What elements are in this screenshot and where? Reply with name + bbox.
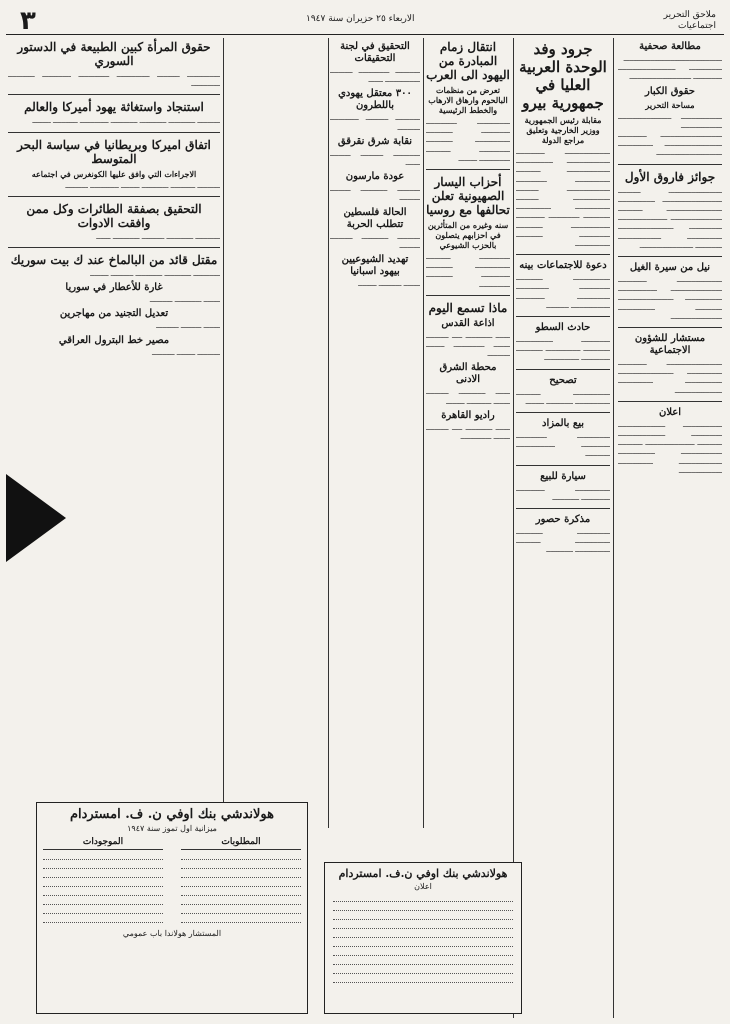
headline: استنجاد واستغاثة يهود أميركا والعالم: [24, 100, 204, 115]
headline: حقوق المرأة كبين الطبيعة في الدستور السوري: [17, 40, 211, 68]
column-rule: [423, 38, 424, 828]
headline: تصحيح: [549, 374, 577, 386]
column-second: جرود وفد الوحدة العربية العليا في جمهورية بيرو مقابلة رئيس الجمهورية ووزير الخارجية وتعليق مراجع الدولة ــــــــــــــــــــــ ــــــــــــــ ـــــــــــــــــــــ ــــــــــــــــــ ـــــــــــــــــــــ ــــــــــــ ـــــــــــــــــ ـــــــــــــــ ـــــــــــــــــــــ ـــــــــــ ــــــــــــــــــ ـــــــــــ ـــــــــــــــــ ـــــــــــــــــ ـــــــــــــ ـــــــــــــــ ــــــــــــــ ـــــــــــــــــــ ـــــــــــــ ـــــــــــــــ ـــــــــــــ ـــــــــــــــــ دعوة للاجتماعات بينه ــــــــــــــــــ ـــــــــــــ ـــــــــــــــ ــــــــــــــــ ــــــــــــــــ ــــــــــــــ ـــــــــــــــــــ ـــــــــــ حادث السطو ــــــــــــــ ــــــــــــــــــ ـــــــــــــ ـــــــــــــــــ ـــــــــــــ ــــــــــــــ ـــــــــــــــــ تصحيح ــــــــــــــــــ ــــــــــــ ـــــــــــــــــ ـــــــــــــ ـــــــــ بيع بالمزاد ــــــــــــــــ ـــــــــــــــ ــــــــــــــ ـــــــــــــــــــ ــــــــــــ سيارة للبيع ـــــــــــــــــ ــــــــــــــ ــــــــــــــ ـــــــــــــ مذكرة حصور ــــــــــــــــ ـــــــــــــ ـــــــــــــــــ ــــــــــــ ـــــــــــــــــ ـــــــــــــ: [516, 40, 610, 555]
headline: مستشار للشؤون الاجتماعية: [634, 333, 706, 357]
headline: أحزاب اليسار الصهيونية تعلن تحالفها مع روسيا: [426, 175, 510, 218]
headline: جرود وفد الوحدة العربية العليا في جمهورية بيرو: [519, 40, 607, 112]
page-number: ٣: [20, 6, 36, 36]
ad-subtitle: اعلان: [414, 882, 432, 891]
headline: مطالعة صحفية: [639, 41, 701, 52]
column-third: انتقال زمام المبادرة من اليهود الى العرب تعرض من منظمات البالحوم وارهاق الارهاب والخطط الرئيسية ــــــــــــــــ ـــــــــــــــ ــــــــــــــ ـــــــــــــ ـــــــــــــــــ ـــــــــــــ ـــــــــــــــ ــــــــــــ ـــــــــــــــ ـــــــــ أحزاب اليسار الصهيونية تعلن تحالفها مع روسيا سنه وغيره من المتأثرين في احزابهم يتصلون بالحزب الشيوعي ـــــــــــــــ ــــــــــــ ـــــــــــــــــ ـــــــــــــ ــــــــــــــ ـــــــــــــ ـــــــــــــــ ماذا تسمع اليوم اذاعة القدس ـــــــ ـــــــــــــ ـــــ ـــــــــــ ــــــــ ـــــــــــــــ ـــــــــ ـــــــــــ محطة الشرق الادنى ـــــــ ـــــــــــــ ـــــــــــ ــــــــ ــــــــــــ ـــــــــ راديو القاهرة ـــــــ ـــــــــــــ ـــــ ـــــــــــ ــــــــ ـــــــــــــــ: [426, 40, 510, 442]
bank-balance-ad: [36, 802, 308, 1014]
subhead: تعرض من منظمات البالحوم وارهاق الارهاب والخطط الرئيسية: [428, 85, 508, 115]
headline: عودة مارسون: [345, 171, 405, 183]
column-right: مطالعة صحفية ــــــــــــــــــــــــــــــــــــــــــــــــ ــــــــــــــــ ــــــــــــــــــــــــــــ ــــــــــــــ ــــــــــــــــــــــــــــــ حقوق الكبار مساحة التحرير ــــــــــــــــــــ ــــــــــــــــــــــــــ ــــــــــــــــــــ ــــــــــــــــــــــــــــــ ــــــــــــــ ــــــــــــــــــــــــــــ ـــــــــــــــــ ــــــــــــــــــــــــــــــــ جوائز فاروق الأول ــــــــــــــــــــــــــ ـــــــــــ ـــــــــــــــــــــــــــــ ــــــــــــــــــ ـــــــــــــــــــــــــــ ــــــــــــ ـــــــــــــــــــــــــ ــــــــــــــــــــــــ ــــــــــــــــ ـــــــــــــــــــــــــــ ـــــــــــــــــ ـــــــــــــــــــــ ـــــــــــــ ــــــــــــــــــــــــــ نيل من سيرة الغيل ــــــــــــــــــــــ ــــــــــــــ ـــــــــــــــــــــــــ ـــــــــــــــــــ ــــــــــــــــــ ـــــــــــــــــــــــــــ ـــــــــــــ ــــــــــــــــــ ـــــــــــــــــــــــــ مستشار للشؤون الاجتماعية ـــــــــــــــــــــــــــ ــــــــــــــ ـــــــــــــــــ ـــــــــــــــــــــــــــ ــــــــــــــــــ ـــــــــــــــــ ـــــــــــــــــــــــ اعلان ـــــــــــــــــــ ـــــــــــــــــــــــ ـــــــــــــــ ـــــــــــــــــــــــ ــــــــــــ ــــــــــــــــــــــــ ــــــــــــ ــــــــــــــــــــ ــــــــــــــــــ ـــــــــــــــــــــ ـــــــــــــــــ ـــــــــــــــــــــ: [618, 41, 722, 475]
column-fourth: التحقيق في لجنة التحقيقات ــــــــــــ ـــــــــــــــ ـــــــــــ ـــــــــــــــــ ـــــــ ٣٠٠ معتقل يهودي باللطرون ــــــــــــ ـــــــــــ ــــــــــــــ ـــــــــــ نقابة شرق نقرقق ـــــــــــــ ـــــــــــ ــــــــــ ـــــــ عودة مارسون ـــــــــــ ـــــــــــــ ــــــــــ ــــــــــ الحالة فلسطين تتطلب الحربة ـــــــــــ ـــــــــــــ ـــــــــــ ــــــــــ تهديد الشيوعيين بيهود اسبانيا ــــــــ ـــــــــــ ـــــــــ: [330, 41, 420, 289]
subhead: اذاعة القدس: [441, 317, 495, 329]
headline: حقوق الكبار: [645, 85, 695, 97]
subhead: سنه وغيره من المتأثرين في احزابهم يتصلون بالحزب الشيوعي: [427, 220, 509, 251]
headline: ماذا تسمع اليوم: [428, 300, 508, 315]
headline: انتقال زمام المبادرة من اليهود الى العرب: [426, 40, 510, 82]
subhead: مقابلة رئيس الجمهورية ووزير الخارجية وتعليق مراجع الدولة: [524, 115, 602, 145]
headline: التحقيق في لجنة التحقيقات: [340, 41, 410, 64]
ad-column-header: المطلوبات: [181, 837, 301, 850]
column-left: حقوق المرأة كبين الطبيعة في الدستور السوري ــــــــــــــــ ـــــــــــ ــــــــــــــــ ـــــــــــــــ ــــــــــــــ ـــــــــــــ ــــــــــــــ استنجاد واستغاثة يهود أميركا والعالم ـــــــــــ ـــــــــــــ ـــــــــــــ ـــــــــــــ ــــــــــــــ ــــــــــــ ـــــــــ اتفاق اميركا وبريطانيا في سياسة البحر المتوسط الاجراءات التي وافق عليها الكونغرس في اجتماعه ـــــــــــ ــــــــــــ ـــــــــــــ ـــــــــ ــــــــــــــ ـــــــــــ التحقيق بصفقة الطائرات وكل ممن وافقت الادوات ــــــــــــ ـــــــــــــ ـــــــــــ ـــــــــــــ ـــــــ مقتل قائد من البالماخ عند ك بيت سوريك ـــــــــــــ ـــــــــــــ ـــــــــــــ ـــــــــــ ـــــــــ غارة للأعطار في سوريا ــــــــ ـــــــــــــ ـــــــــــ تعديل التجنيد من مهاجرين ــــــــ ــــــــــ ـــــــــــ مصير خط البترول العراقي ـــــــــــ ـــــــــ ـــــــــــ: [8, 40, 220, 357]
subhead: الاجراءات التي وافق عليها الكونغرس في اجتماعه: [31, 168, 197, 179]
masthead: [6, 6, 724, 35]
headline: تعديل التجنيد من مهاجرين: [59, 308, 169, 320]
ad-title: هولاندشي بنك اوفي ن.ف. امستردام: [338, 867, 508, 880]
headline: غارة للأعطار في سوريا: [65, 282, 163, 294]
headline: ٣٠٠ معتقل يهودي باللطرون: [338, 88, 412, 112]
headline: اتفاق اميركا وبريطانيا في سياسة البحر المتوسط: [17, 137, 211, 166]
column-rule: [223, 38, 224, 828]
ad-title: هولاندشي بنك اوفي ن. ف. امستردام: [69, 807, 274, 822]
headline: مذكرة حصور: [535, 514, 591, 526]
newspaper-page: [6, 6, 724, 1018]
ad-footer: المستشار هولاندا باب عمومي: [122, 929, 222, 938]
headline: راديو القاهرة: [441, 409, 495, 421]
headline: مقتل قائد من البالماخ عند ك بيت سوريك: [10, 253, 218, 268]
column-rule: [328, 38, 329, 828]
headline: تهديد الشيوعيين بيهود اسبانيا: [341, 254, 409, 278]
bank-notice-ad: [324, 862, 522, 1014]
section-name: اجتماعيات: [677, 21, 716, 31]
ad-column-header: الموجودات: [43, 837, 163, 850]
headline: نقابة شرق نقرقق: [337, 135, 413, 147]
headline: الحالة فلسطين تتطلب الحربة: [343, 206, 407, 230]
ink-blot: [6, 474, 66, 562]
headline: بيع بالمزاد: [541, 418, 584, 430]
issue-date: الاربعاء ٢٥ حزيران سنة ١٩٤٧: [306, 14, 415, 24]
headline: حادث السطو: [535, 322, 591, 334]
headline: سيارة للبيع: [540, 470, 586, 482]
headline: دعوة للاجتماعات بينه: [519, 260, 607, 272]
ad-subtitle: ميزانية اول تموز سنة ١٩٤٧: [127, 824, 217, 833]
masthead-right: [664, 10, 716, 32]
subhead: مساحة التحرير: [645, 99, 695, 110]
headline: محطة الشرق الادنى: [439, 362, 497, 386]
headline: التحقيق بصفقة الطائرات وكل ممن وافقت الادوات: [26, 201, 202, 230]
headline: جوائز فاروق الأول: [624, 169, 716, 184]
headline: اعلان: [658, 406, 682, 418]
column-rule: [613, 38, 614, 1018]
headline: مصير خط البترول العراقي: [58, 334, 170, 346]
headline: نيل من سيرة الغيل: [629, 262, 711, 274]
paper-name: ملاحق التحرير: [663, 10, 716, 20]
